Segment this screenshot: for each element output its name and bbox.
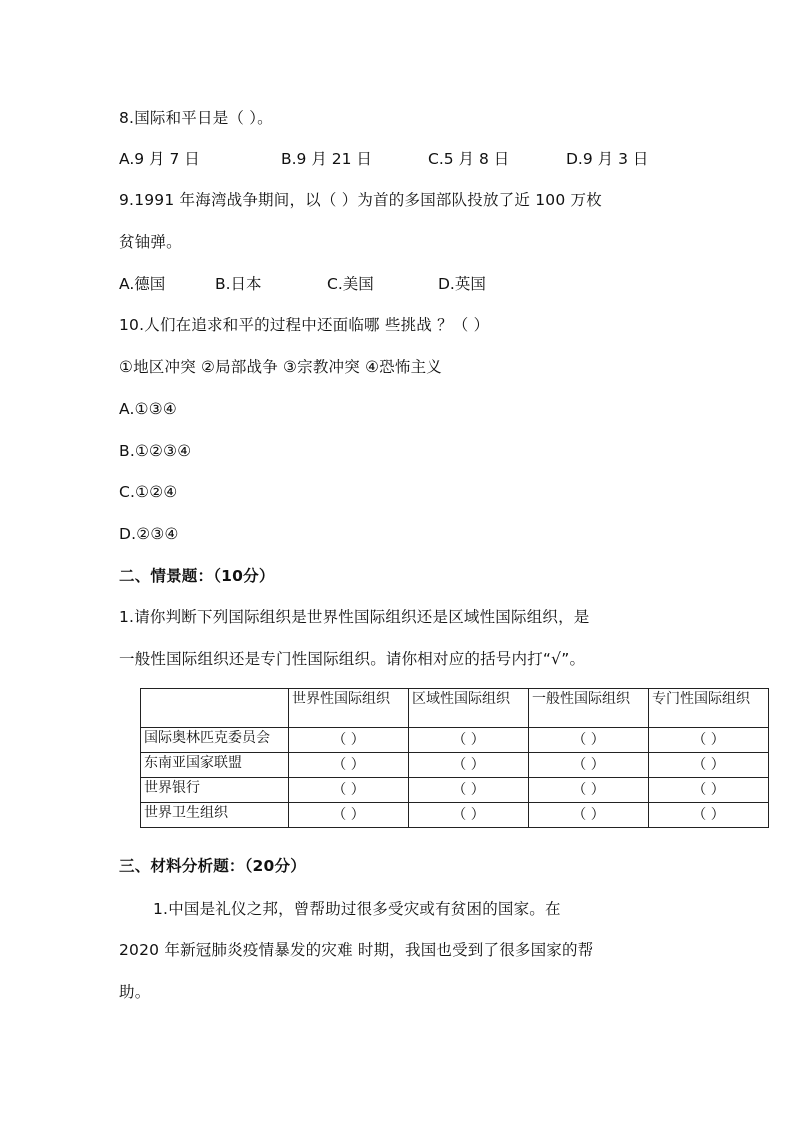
table-header-row [141, 689, 769, 728]
section3-paragraph-line2: 2020 年新冠肺炎疫情暴发的灾难 时期，我国也受到了很多国家的帮 [119, 941, 594, 959]
q8-option-b: B.9 月 21 日 [281, 150, 372, 168]
table-row [141, 753, 769, 778]
table-header-cell: 专门性国际组织 [649, 689, 769, 728]
org-name: 世界银行 [141, 778, 289, 803]
q9-option-a: A.德国 [119, 275, 166, 293]
answer-bracket[interactable]: （ ） [289, 728, 409, 753]
table-row [141, 803, 769, 828]
org-name: 世界卫生组织 [141, 803, 289, 828]
answer-bracket[interactable]: （ ） [289, 753, 409, 778]
answer-bracket[interactable]: （ ） [529, 803, 649, 828]
q9-stem-line1: 9.1991 年海湾战争期间，以（ ）为首的多国部队投放了近 100 万枚 [119, 191, 602, 209]
answer-bracket[interactable]: （ ） [409, 753, 529, 778]
answer-bracket[interactable]: （ ） [649, 778, 769, 803]
section2-q1-line2: 一般性国际组织还是专门性国际组织。请你相对应的括号内打“√”。 [119, 650, 586, 668]
q10-option-b: B.①②③④ [119, 442, 192, 460]
q9-option-c: C.美国 [327, 275, 374, 293]
table-header-cell [141, 689, 289, 728]
section2-q1-line1: 1.请你判断下列国际组织是世界性国际组织还是区域性国际组织，是 [119, 608, 590, 626]
org-name: 国际奥林匹克委员会 [141, 728, 289, 753]
section3-paragraph-line1: 1.中国是礼仪之邦，曾帮助过很多受灾或有贫困的国家。在 [153, 900, 561, 918]
section3-paragraph-line3: 助。 [119, 983, 151, 1001]
answer-bracket[interactable]: （ ） [649, 803, 769, 828]
table-row [141, 778, 769, 803]
table-row [141, 728, 769, 753]
org-name: 东南亚国家联盟 [141, 753, 289, 778]
section2-title: 二、情景题：（10分） [119, 567, 275, 585]
q9-option-b: B.日本 [215, 275, 262, 293]
answer-bracket[interactable]: （ ） [529, 728, 649, 753]
q10-stem: 10.人们在追求和平的过程中还面临哪 些挑战 ？（ ） [119, 316, 490, 334]
q8-stem: 8.国际和平日是（ ）。 [119, 109, 273, 127]
q10-option-d: D.②③④ [119, 525, 179, 543]
q9-stem-line2: 贫铀弹。 [119, 233, 182, 251]
answer-bracket[interactable]: （ ） [289, 778, 409, 803]
answer-bracket[interactable]: （ ） [409, 728, 529, 753]
q8-option-c: C.5 月 8 日 [428, 150, 510, 168]
q8-option-a: A.9 月 7 日 [119, 150, 200, 168]
answer-bracket[interactable]: （ ） [409, 803, 529, 828]
q10-items: ①地区冲突 ②局部战争 ③宗教冲突 ④恐怖主义 [119, 358, 442, 376]
answer-bracket[interactable]: （ ） [649, 728, 769, 753]
answer-bracket[interactable]: （ ） [529, 778, 649, 803]
organization-table [140, 688, 769, 828]
q10-option-c: C.①②④ [119, 483, 178, 501]
answer-bracket[interactable]: （ ） [529, 753, 649, 778]
section3-title: 三、材料分析题：（20分） [119, 857, 306, 875]
table-header-cell: 世界性国际组织 [289, 689, 409, 728]
q9-option-d: D.英国 [438, 275, 486, 293]
q10-option-a: A.①③④ [119, 400, 177, 418]
table-header-cell: 一般性国际组织 [529, 689, 649, 728]
table-header-cell: 区域性国际组织 [409, 689, 529, 728]
answer-bracket[interactable]: （ ） [409, 778, 529, 803]
answer-bracket[interactable]: （ ） [649, 753, 769, 778]
q8-option-d: D.9 月 3 日 [566, 150, 649, 168]
answer-bracket[interactable]: （ ） [289, 803, 409, 828]
